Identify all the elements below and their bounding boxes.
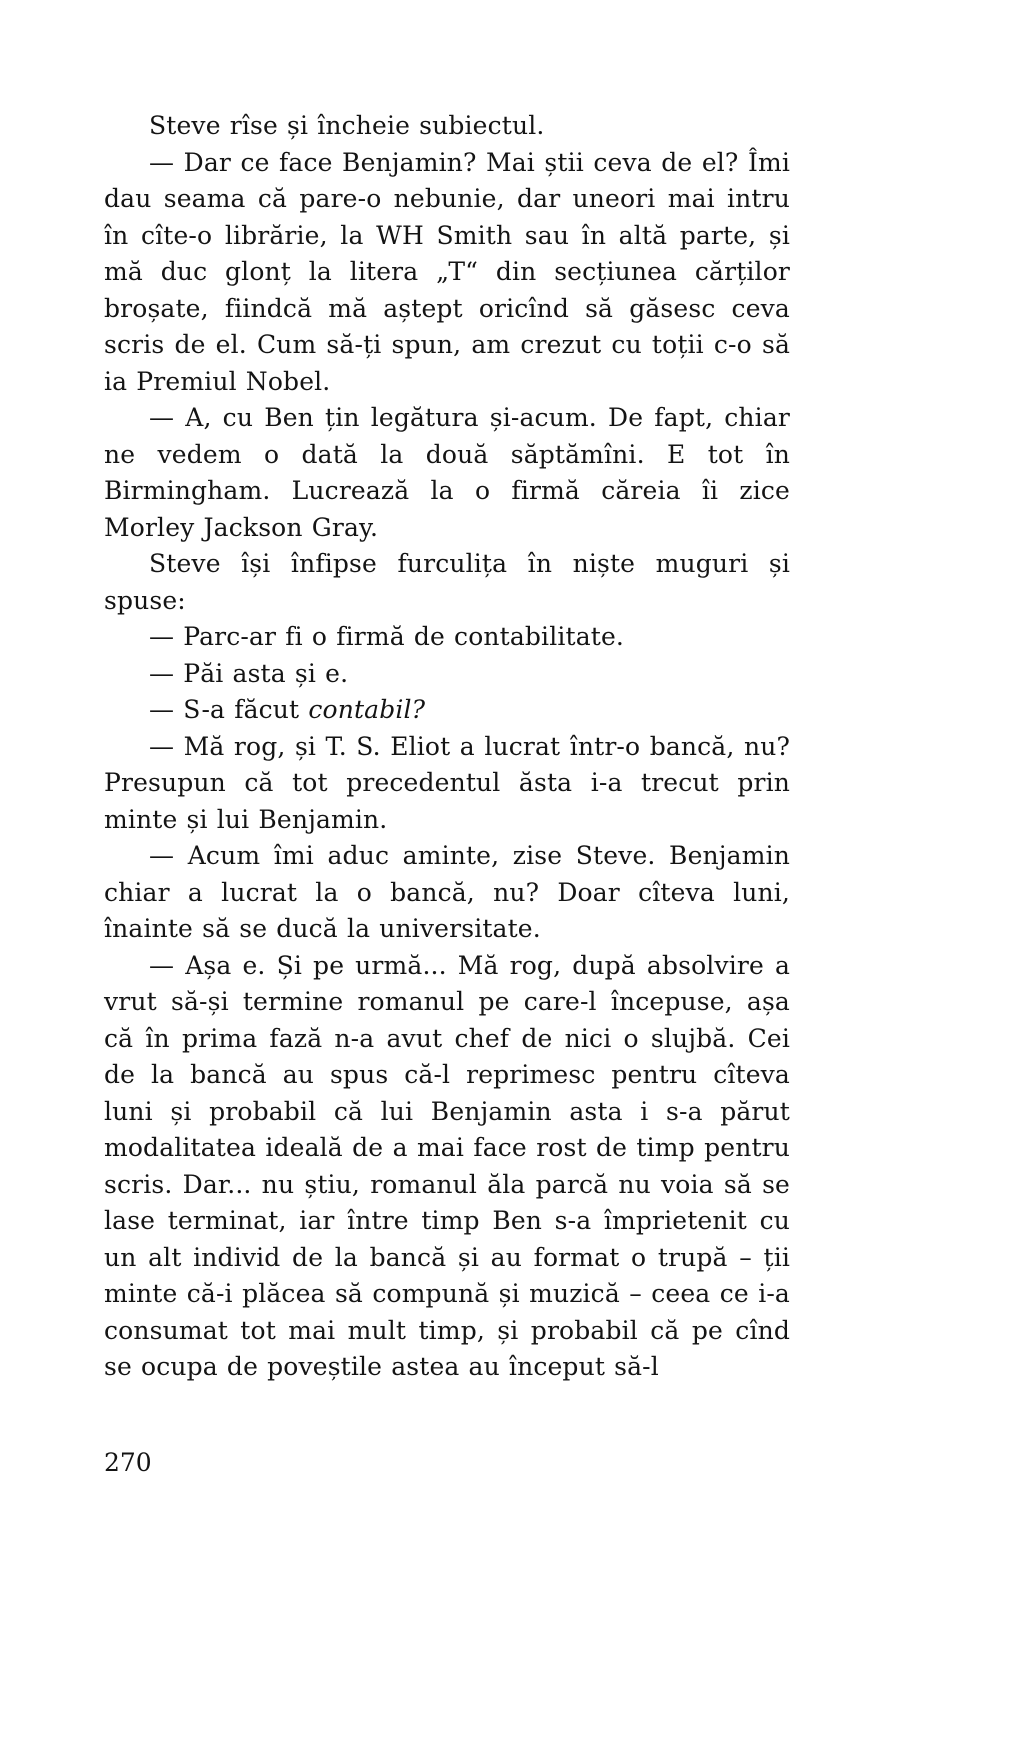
paragraph bbox=[104, 546, 790, 619]
paragraph bbox=[104, 108, 790, 145]
paragraph bbox=[104, 948, 790, 1386]
paragraph bbox=[104, 619, 790, 656]
paragraph-segment: — Parc-ar fi o firmă de contabilitate. bbox=[149, 622, 624, 651]
page-text bbox=[104, 108, 790, 1386]
paragraph-segment: Steve își înfipse furculița în niște muguri și spuse: bbox=[104, 549, 790, 615]
paragraph-segment: — Așa e. Și pe urmă... Mă rog, după absolvire a vrut să-și termine romanul pe care-l începuse, așa că în prima fază n-a avut chef de nici o slujbă. Cei de la bancă au spus că-l reprimesc pentru cîteva luni și probabil că lui Benjamin asta i s-a părut modalitatea ideală de a mai face rost de timp pentru scris. Dar... nu știu, romanul ăla parcă nu voia să se lase terminat, iar între timp Ben s-a împrietenit cu un alt individ de la bancă și au format o trupă – ții minte că-i plăcea să compună și muzică – ceea ce i-a consumat tot mai mult timp, și probabil că pe cînd se ocupa de poveștile astea au început să-l bbox=[104, 950, 790, 1381]
paragraph bbox=[104, 692, 790, 729]
page-number: 270 bbox=[104, 1448, 152, 1477]
paragraph-segment: — Dar ce face Benjamin? Mai știi ceva de el? Îmi dau seama că pare-o nebunie, dar uneori mai intru în cîte-o librărie, la WH Smith sau în altă parte, și mă duc glonț la litera „T“ din secțiunea cărților broșate, fiindcă mă aștept oricînd să găsesc ceva scris de el. Cum să-ți spun, am crezut cu toții c-o să ia Premiul Nobel. bbox=[104, 147, 790, 396]
paragraph-italic-segment: contabil? bbox=[308, 695, 426, 724]
paragraph bbox=[104, 838, 790, 948]
paragraph bbox=[104, 656, 790, 693]
paragraph bbox=[104, 400, 790, 546]
paragraph-segment: — Păi asta și e. bbox=[149, 658, 349, 688]
paragraph-segment: — A, cu Ben țin legătura și-acum. De fapt, chiar ne vedem o dată la două săptămîni. E tot în Birmingham. Lucrează la o firmă căreia îi zice Morley Jackson Gray. bbox=[104, 403, 790, 542]
paragraph bbox=[104, 145, 790, 401]
paragraph-segment: — Acum îmi aduc aminte, zise Steve. Benjamin chiar a lucrat la o bancă, nu? Doar cîteva luni, înainte să se ducă la universitate. bbox=[104, 841, 790, 943]
paragraph-segment: Steve rîse și încheie subiectul. bbox=[149, 111, 545, 140]
paragraph-segment: — S-a făcut bbox=[149, 695, 309, 724]
paragraph-segment: — Mă rog, și T. S. Eliot a lucrat într-o bancă, nu? Presupun că tot precedentul ăsta i-a trecut prin minte și lui Benjamin. bbox=[104, 731, 790, 834]
paragraph bbox=[104, 729, 790, 839]
